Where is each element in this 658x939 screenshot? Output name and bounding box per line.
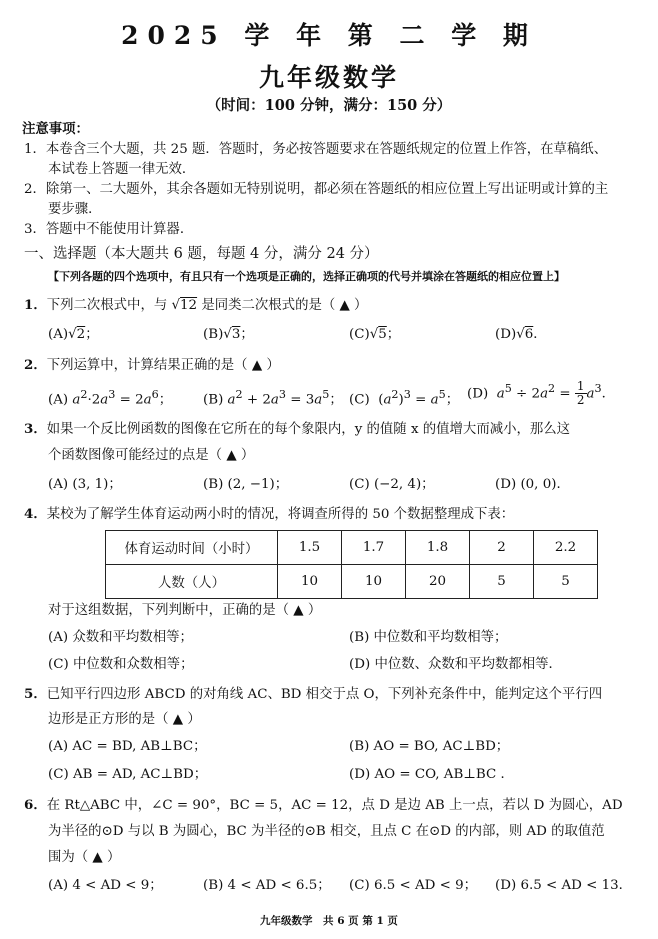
table-cell: 2	[470, 531, 534, 565]
table-cell: 体育运动时间（小时）	[106, 531, 278, 565]
table-cell: 1.8	[406, 531, 470, 565]
exam-term-title: 2025 学 年 第 二 学 期	[121, 21, 537, 50]
table-cell: 2.2	[534, 531, 598, 565]
q5-option-d: (D) AO = CO, AB⊥BC ．	[349, 767, 514, 782]
question-number: 4．	[24, 506, 47, 522]
q5-stem-line2: 边形是正方形的是（ ▲ ）	[48, 712, 201, 727]
q6-stem-line1: 在 Rt△ABC 中，∠C = 90°，BC = 5，AC = 12，点 D 是边 AB 上一点，若以 D 为圆心，AD	[46, 798, 623, 813]
table-cell: 人数（人）	[106, 565, 278, 599]
note-item-3: 3．答题中不能使用计算器．	[24, 222, 194, 237]
table-cell: 10	[342, 565, 406, 599]
question-5-stem	[24, 685, 602, 704]
notes-heading: 注意事项：	[22, 121, 89, 137]
q2-option-d: (D) $a^5 \div 2a^2$ = $\frac{1}{2}$ $a^3$．	[467, 379, 616, 408]
q1-stem-part: 下列二次根式中，与	[46, 298, 168, 313]
section-heading	[24, 245, 379, 264]
question-number: 3．	[24, 421, 47, 437]
page-footer: 九年级数学 共 6 页 第 1 页	[260, 915, 398, 927]
q4-stem-text: 某校为了解学生体育运动两小时的情况，将调查所得的 50 个数据整理成下表：	[46, 507, 515, 522]
q6-option-a: (A) 4 < AD < 9；	[48, 878, 163, 893]
q2-option-b: (B) $a^2 + 2a^3 = 3a^5$；	[203, 388, 343, 408]
question-number: 1．	[24, 297, 47, 313]
question-number: 6．	[24, 797, 47, 813]
note-item-1: 1．本卷含三个大题，共 25 题．答题时，务必按答题要求在答题纸规定的位置上作答，在草稿纸、	[24, 142, 608, 157]
q1-radicand: 12	[180, 298, 198, 313]
question-number: 5．	[24, 686, 47, 702]
table-cell: 20	[406, 565, 470, 599]
table-cell: 1.5	[278, 531, 342, 565]
q1-option-b: (B)√3；	[203, 327, 254, 342]
q3-option-a: (A) (3, 1)；	[48, 477, 122, 492]
q4-option-a: (A) 众数和平均数相等；	[48, 630, 193, 645]
q6-option-c: (C) 6.5 < AD < 9；	[349, 878, 478, 893]
q2-option-c: (C) $(a^2)^3 = a^5$；	[349, 388, 460, 408]
table-cell: 5	[534, 565, 598, 599]
q4-option-c: (C) 中位数和众数相等；	[48, 657, 194, 672]
section-title: 一、选择题	[24, 246, 97, 262]
q4-follow-up: 对于这组数据，下列判断中，正确的是（ ▲ ）	[48, 603, 322, 618]
table-row	[106, 531, 598, 565]
q3-option-c: (C) (−2, 4)；	[349, 477, 435, 492]
table-cell: 5	[470, 565, 534, 599]
q5-option-b: (B) AO = BO, AC⊥BD；	[349, 739, 510, 754]
q1-option-c: (C)√5；	[349, 327, 401, 342]
q3-stem-line1: 如果一个反比例函数的图像在它所在的每个象限内，y 的值随 x 的值增大而减小，那么这	[46, 422, 571, 437]
table-cell: 10	[278, 565, 342, 599]
q1-stem-part: 是同类二次根式的是（ ▲ ）	[201, 298, 368, 313]
note-item-2: 2．除第一、二大题外，其余各题如无特别说明，都必须在答题纸的相应位置上写出证明或计算的主	[24, 182, 609, 197]
section-instruction: 【下列各题的四个选项中，有且只有一个选项是正确的，选择正确项的代号并填涂在答题纸的相应位置上】	[48, 270, 565, 283]
data-table	[105, 530, 598, 599]
q5-stem-line1: 已知平行四边形 ABCD 的对角线 AC、BD 相交于点 O，下列补充条件中，能判定这个平行四	[46, 687, 603, 702]
q5-option-a: (A) AC = BD, AB⊥BC；	[48, 739, 207, 754]
question-1-stem: 1．下列二次根式中，与 √12 是同类二次根式的是（ ▲ ）	[24, 297, 368, 313]
q2-stem-text: 下列运算中，计算结果正确的是（ ▲ ）	[46, 358, 280, 373]
table-cell: 1.7	[342, 531, 406, 565]
question-number: 2．	[24, 357, 47, 373]
question-2-stem	[24, 356, 280, 375]
q1-option-d: (D)√6．	[495, 327, 547, 342]
question-6-stem	[24, 796, 623, 815]
q4-option-d: (D) 中位数、众数和平均数都相等．	[349, 657, 562, 672]
question-4-stem	[24, 505, 514, 524]
q1-option-a: (A)√2；	[48, 327, 99, 342]
q3-stem-line2: 个函数图像可能经过的点是（ ▲ ）	[48, 448, 255, 463]
question-3-stem	[24, 420, 570, 439]
section-note: （本大题共 6 题，每题 4 分，满分 24 分）	[96, 246, 379, 262]
q5-option-c: (C) AB = AD, AC⊥BD；	[48, 767, 208, 782]
q6-stem-line3: 围为（ ▲ ）	[48, 850, 121, 865]
note-item-2-cont: 要步骤．	[48, 202, 102, 217]
q4-option-b: (B) 中位数和平均数相等；	[349, 630, 508, 645]
q6-stem-line2: 为半径的⊙D 与以 B 为圆心，BC 为半径的⊙B 相交，且点 C 在⊙D 的内部，则 AD 的取值范	[48, 824, 605, 839]
q2-option-a: (A) $a^2\cdot 2a^3 = 2a^6$；	[48, 388, 173, 408]
table-row	[106, 565, 598, 599]
q6-option-d: (D) 6.5 < AD < 13．	[495, 878, 633, 893]
q3-option-d: (D) (0, 0)．	[495, 477, 570, 492]
q3-option-b: (B) (2, −1)；	[203, 477, 289, 492]
exam-time-info: （时间：100 分钟，满分：150 分）	[206, 97, 452, 114]
q6-option-b: (B) 4 < AD < 6.5；	[203, 878, 331, 893]
exam-subject-title: 九年级数学	[258, 63, 399, 92]
note-item-1-cont: 本试卷上答题一律无效．	[48, 162, 196, 177]
